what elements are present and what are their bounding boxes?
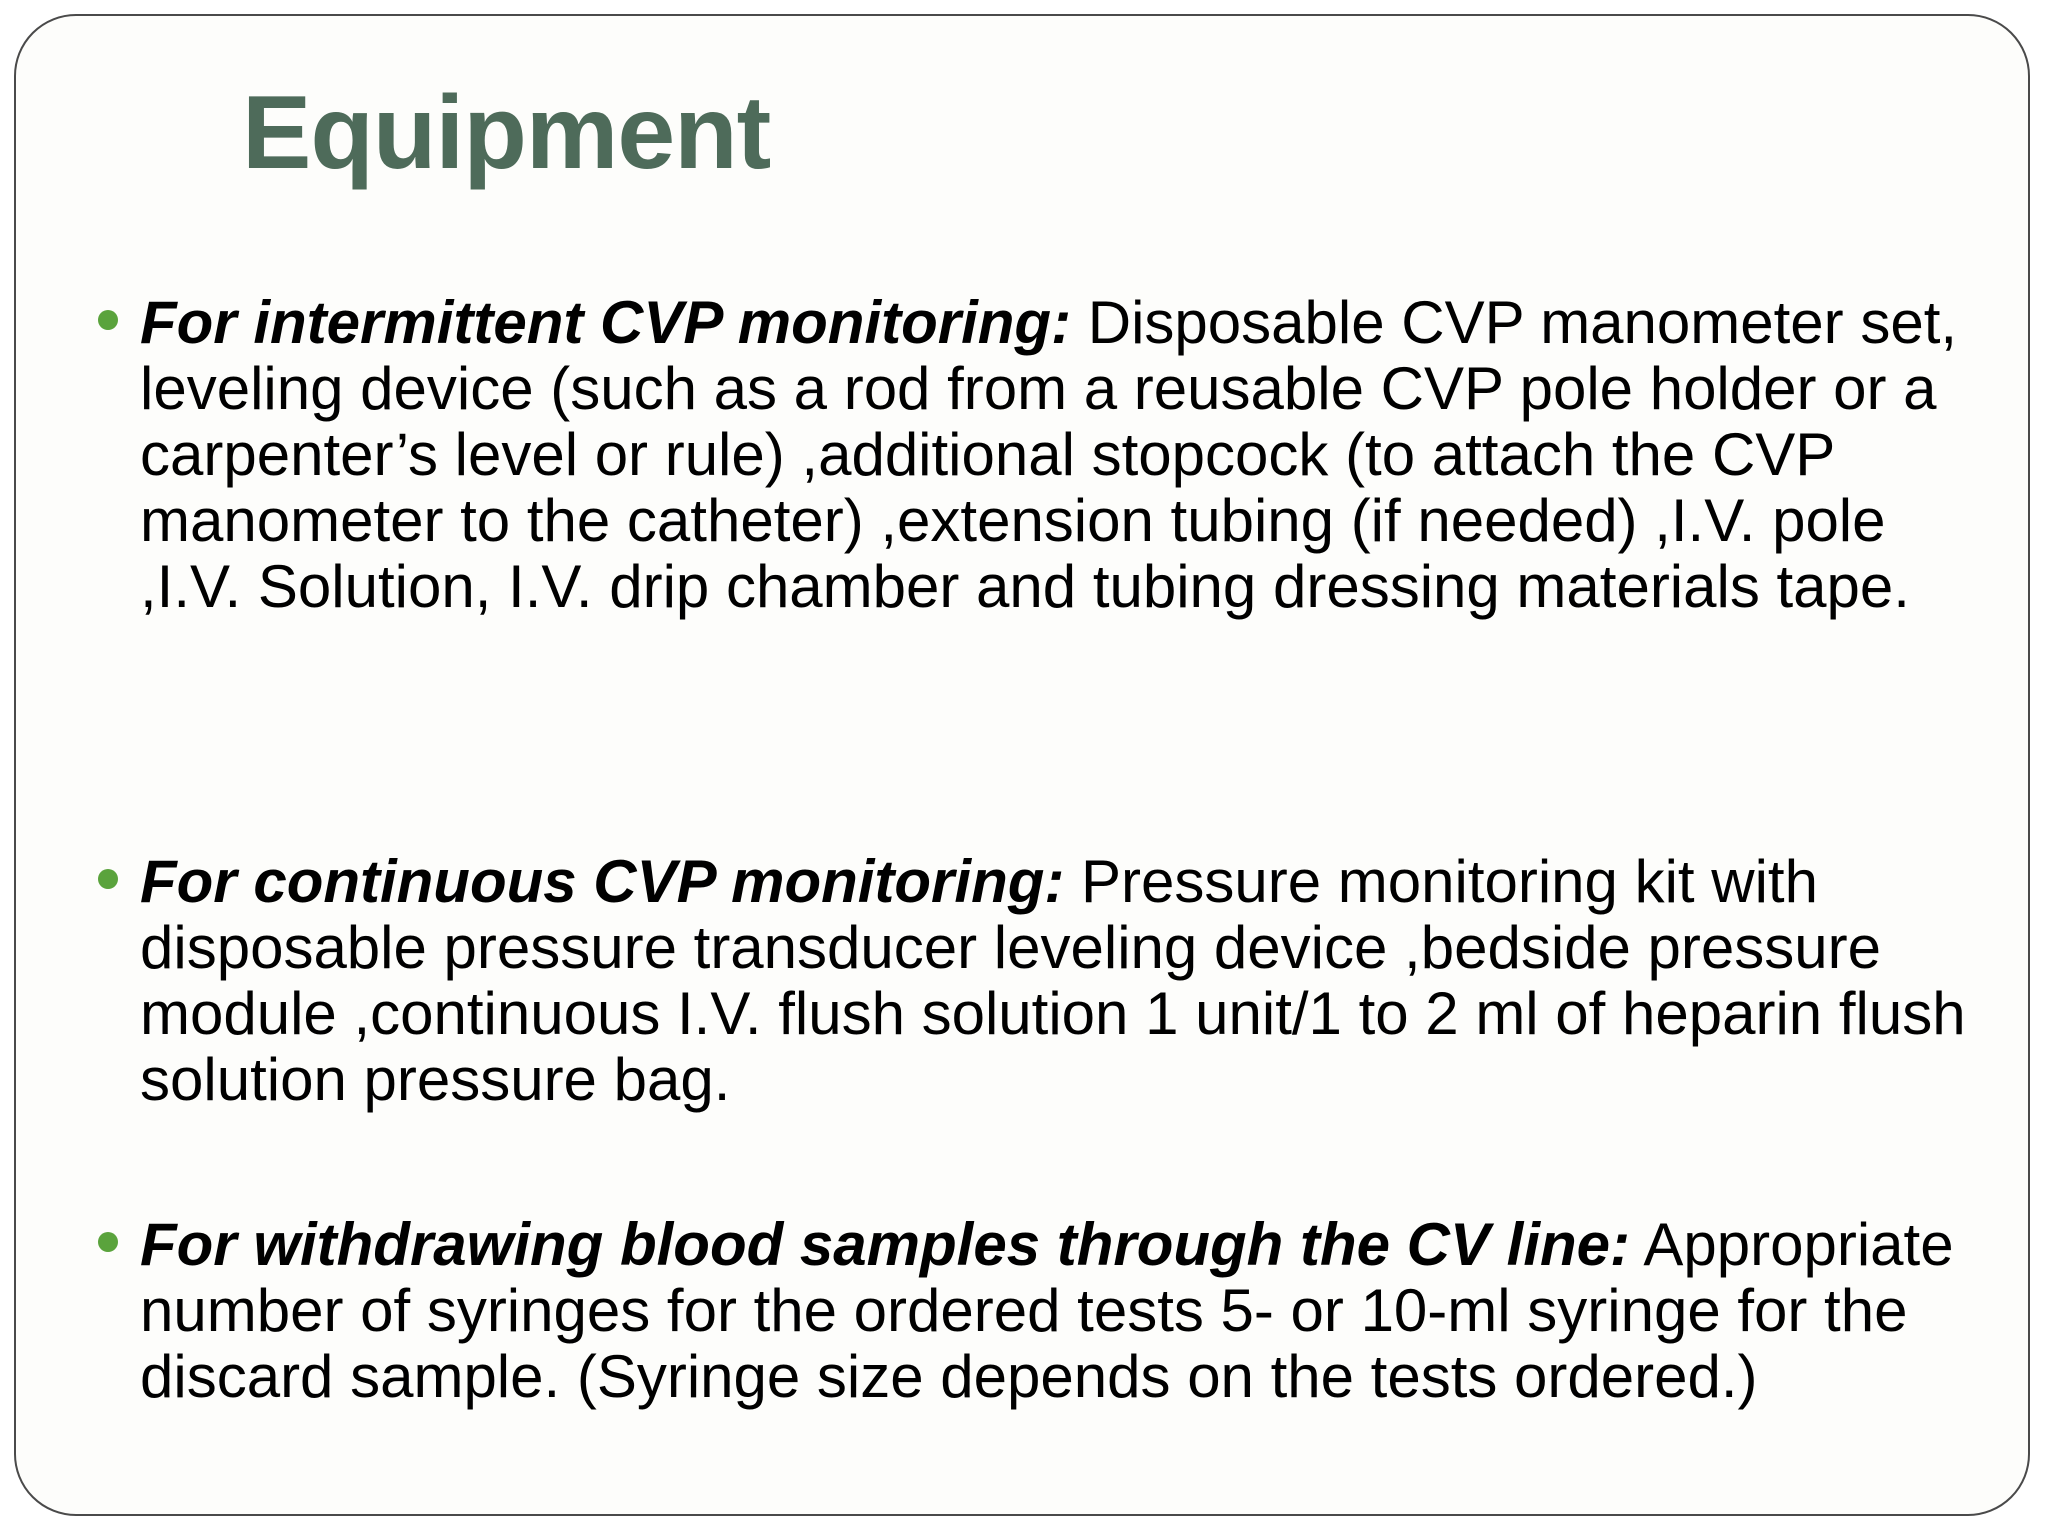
bullet-text: Disposable CVP manometer set, leveling device (such as a rod from a reusable CVP pole holder or a carpenter’s level or rule) ,additional stopcock (to attach the CVP manometer to the catheter) ,extension tubing (if needed) ,I.V. pole ,I.V. Solution, I.V. drip chamber and tubing dressing materials tape. [140,289,1958,620]
bullet-lead: For withdrawing blood samples through the CV line: [140,1211,1631,1278]
bullet-lead: For continuous CVP monitoring: [140,848,1065,915]
bullet-lead: For intermittent CVP monitoring: [140,289,1072,356]
bullet-item-intermittent [140,290,1990,620]
bullet-text: Appropriate number of syringes for the ordered tests 5- or 10-ml syringe for the discard sample. (Syringe size depends on the tests ordered.) [140,1211,1954,1410]
bullet-item-continuous [140,849,1990,1113]
bullet-dot-icon [98,869,118,889]
bullet-list [16,16,2028,1514]
slide [14,14,2030,1516]
bullet-text: Pressure monitoring kit with disposable pressure transducer leveling device ,bedside pressure module ,continuous I.V. flush solution 1 unit/1 to 2 ml of heparin flush solution pressure bag. [140,848,1966,1113]
bullet-item-blood-samples [140,1212,1990,1410]
bullet-dot-icon [98,1232,118,1252]
slide-title: Equipment [242,75,771,191]
bullet-dot-icon [98,310,118,330]
